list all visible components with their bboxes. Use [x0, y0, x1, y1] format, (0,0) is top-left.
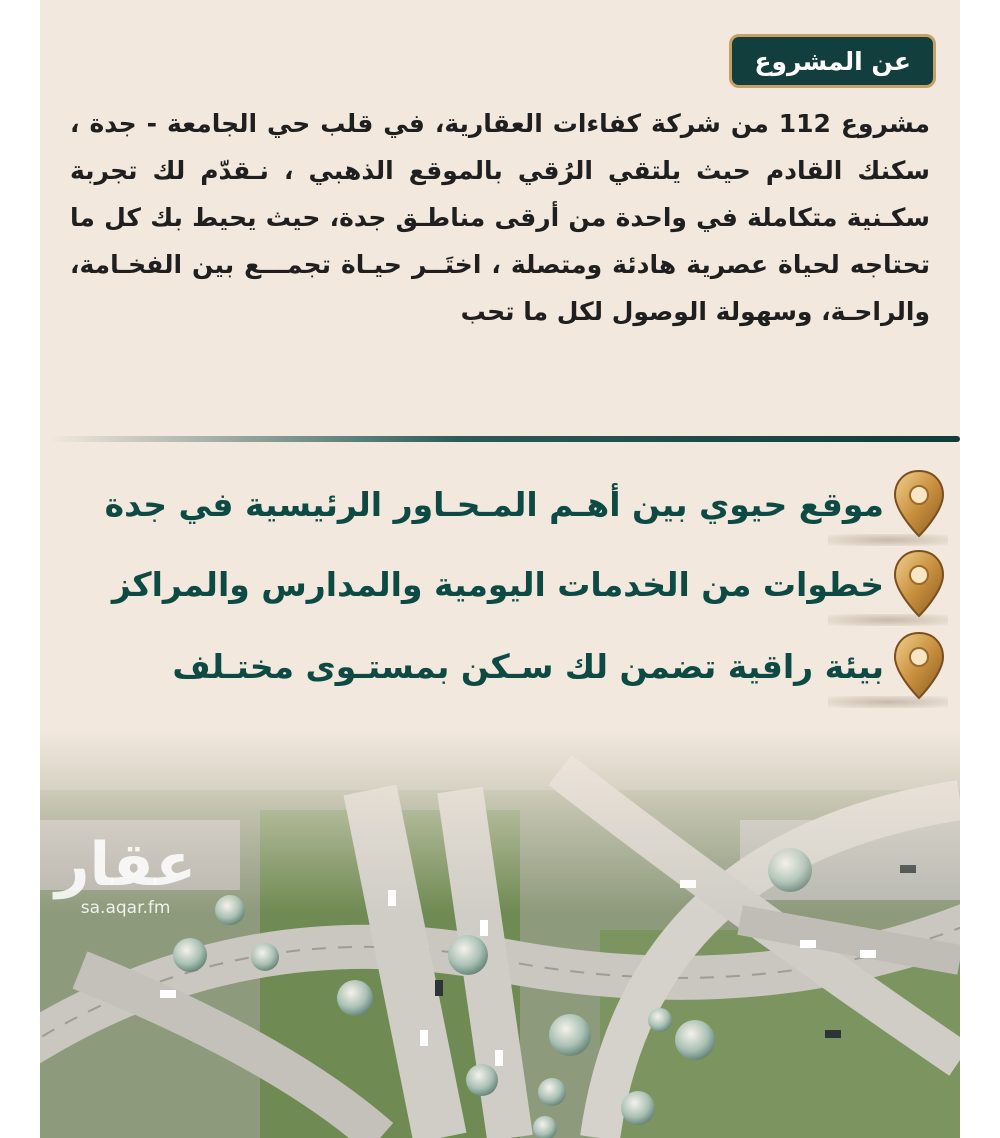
location-pin-icon — [890, 548, 948, 620]
feature-text: موقع حيوي بين أهـم المـحـاور الرئيسية في جدة — [104, 484, 884, 524]
aqar-watermark — [55, 832, 196, 918]
section-title: عن المشروع — [754, 46, 911, 76]
feature-item-services — [68, 548, 948, 620]
feature-item-environment — [68, 630, 948, 702]
pin-shadow — [828, 614, 948, 626]
location-pin-icon — [890, 630, 948, 702]
watermark-logo: عقار — [55, 830, 197, 900]
aerial-interchange-photo — [40, 730, 960, 1138]
project-card — [40, 0, 960, 1138]
feature-text: خطوات من الخدمات اليومية والمدارس والمراكز — [111, 564, 884, 604]
feature-text: بيئة راقية تضمن لك سـكن بمستـوى مختـلف — [172, 646, 884, 686]
section-title-badge — [729, 34, 936, 88]
intro-paragraph: مشروع 112 من شركة كفاءات العقارية، في قلب حي الجامعة - جدة ، سكنك القادم حيث يلتقي الرُقي بالموقع الذهبي ، نـقدّم لك تجربة سكـنية متكاملة في واحدة من أرقى مناطـق جدة، حيث يحيط بك كل ما تحتاجه لحياة عصرية هادئة ومتصلة ، اختَــر حيـاة تجمـــع بين الفخـامة، والراحـة، وسهولة الوصول لكل ما تحب — [70, 109, 930, 326]
feature-item-location — [68, 468, 948, 540]
pin-shadow — [828, 534, 948, 546]
pin-shadow — [828, 696, 948, 708]
location-pin-icon — [890, 468, 948, 540]
divider-line — [50, 436, 960, 442]
watermark-url: sa.aqar.fm — [80, 898, 171, 918]
